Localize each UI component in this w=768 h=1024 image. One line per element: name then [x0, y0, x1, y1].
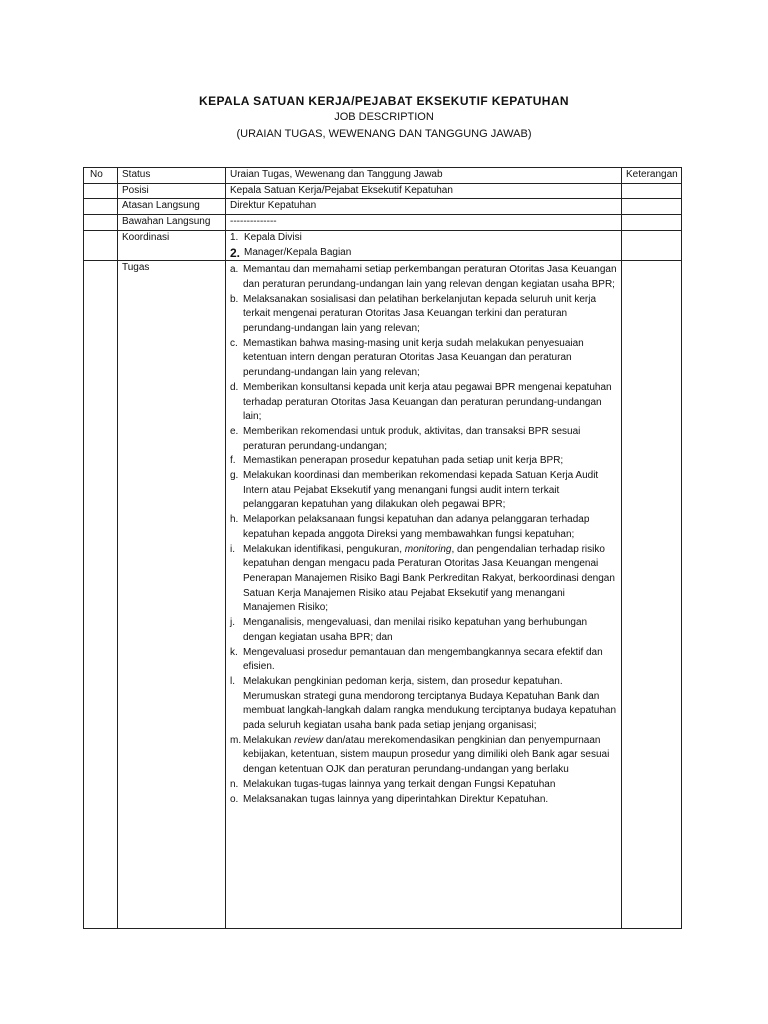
- document-subtitle-detail: (URAIAN TUGAS, WEWENANG DAN TANGGUNG JAWAB): [236, 128, 532, 140]
- list-item: h. Melaporkan pelaksanaan fungsi kepatuhan dan adanya pelanggaran terhadap kepatuhan kepada anggota Direksi yang membawahkan fungsi kepatuhan;: [230, 514, 590, 540]
- list-item: 2. Manager/Kepala Bagian: [230, 245, 352, 260]
- table-row: [84, 215, 682, 231]
- table-header-row: [84, 168, 682, 184]
- row-value-tugas: [226, 261, 622, 929]
- list-item: b. Melaksanakan sosialisasi dan pelatihan berkelanjutan kepada seluruh unit kerja terkait mengenai peraturan Otoritas Jasa Keuangan terkini dan peraturan perundang-undangan lain yang relevan;: [230, 293, 597, 335]
- koordinasi-list: [230, 231, 617, 260]
- list-item: a. Memantau dan memahami setiap perkembangan peraturan Otoritas Jasa Keuangan dan peraturan perundang-undangan lain yang relevan dengan kegiatan usaha BPR;: [230, 264, 617, 290]
- list-item: f. Memastikan penerapan prosedur kepatuhan pada setiap unit kerja BPR;: [230, 455, 564, 467]
- row-status-bawahan: Bawahan Langsung: [118, 215, 226, 231]
- table-row: [84, 183, 682, 199]
- tugas-list: [230, 263, 617, 807]
- row-value-atasan: Direktur Kepatuhan: [226, 199, 622, 215]
- row-status-tugas: Tugas: [118, 261, 226, 929]
- row-keterangan-cell: [622, 261, 682, 929]
- list-item: c. Memastikan bahwa masing-masing unit kerja sudah melakukan penyesuaian ketentuan intern dengan peraturan Otoritas Jasa Keuangan dan peraturan perundang-undangan lain yang relevan;: [230, 337, 584, 379]
- table-row: [84, 199, 682, 215]
- row-status-koordinasi: Koordinasi: [118, 230, 226, 260]
- header-status: Status: [118, 168, 226, 184]
- header-no: No: [84, 168, 118, 184]
- table-row: [84, 230, 682, 260]
- row-no-cell: [84, 230, 118, 260]
- row-no-cell: [84, 183, 118, 199]
- job-description-table: [83, 167, 682, 929]
- row-keterangan-cell: [622, 230, 682, 260]
- list-item: n. Melakukan tugas-tugas lainnya yang terkait dengan Fungsi Kepatuhan: [230, 778, 556, 790]
- list-item: j. Menganalisis, mengevaluasi, dan menilai risiko kepatuhan yang berhubungan dengan kegiatan usaha BPR; dan: [230, 617, 588, 643]
- row-no-cell: [84, 199, 118, 215]
- row-status-atasan: Atasan Langsung: [118, 199, 226, 215]
- row-keterangan-cell: [622, 215, 682, 231]
- row-keterangan-cell: [622, 183, 682, 199]
- row-value-posisi: Kepala Satuan Kerja/Pejabat Eksekutif Kepatuhan: [226, 183, 622, 199]
- list-item: i. Melakukan identifikasi, pengukuran, monitoring, dan pengendalian terhadap risiko kepatuhan dengan mengacu pada Peraturan Otoritas Jasa Keuangan mengenai Penerapan Manajemen Risiko Bagi Bank Perkreditan Rakyat, berkoordinasi dengan Satuan Kerja Manajemen Risiko atau Pejabat Eksekutif yang menangani Manajemen Risiko;: [230, 543, 615, 614]
- header-keterangan: Keterangan: [622, 168, 682, 184]
- header-uraian: Uraian Tugas, Wewenang dan Tanggung Jawab: [226, 168, 622, 184]
- list-item: k. Mengevaluasi prosedur pemantauan dan mengembangkannya secara efektif dan efisien.: [230, 646, 603, 673]
- list-item: o. Melaksanakan tugas lainnya yang diperintahkan Direktur Kepatuhan.: [230, 793, 549, 805]
- list-item: 1. Kepala Divisi: [230, 231, 302, 243]
- list-item: d. Memberikan konsultansi kepada unit kerja atau pegawai BPR mengenai kepatuhan terhadap peraturan Otoritas Jasa Keuangan dan peraturan perundang-undangan lain;: [230, 381, 612, 423]
- list-item: e. Memberikan rekomendasi untuk produk, aktivitas, dan transaksi BPR sesuai peraturan perundang-undangan;: [230, 425, 581, 452]
- list-item: m. Melakukan review dan/atau merekomendasikan pengkinian dan penyempurnaan kebijakan, ketentuan, sistem maupun prosedur yang dimiliki oleh Bank agar sesuai dengan ketentuan OJK dan peraturan perundang-undangan yang berlaku: [230, 734, 610, 776]
- row-value-bawahan: --------------: [226, 215, 622, 231]
- row-keterangan-cell: [622, 199, 682, 215]
- row-status-posisi: Posisi: [118, 183, 226, 199]
- row-no-cell: [84, 215, 118, 231]
- list-item: g. Melakukan koordinasi dan memberikan rekomendasi kepada Satuan Kerja Audit Intern atau Pejabat Eksekutif yang menangani fungsi audit intern terkait pelanggaran kepatuhan yang dilakukan oleh pegawai BPR;: [230, 470, 599, 511]
- table-row: [84, 261, 682, 929]
- document-title: KEPALA SATUAN KERJA/PEJABAT EKSEKUTIF KEPATUHAN: [199, 94, 569, 108]
- list-item: l. Melakukan pengkinian pedoman kerja, sistem, dan prosedur kepatuhan. Merumuskan strategi guna mendorong terciptanya Budaya Kepatuhan Bank dan membuat langkah-langkah dalam rangka mendukung terciptanya budaya kepatuhan pada seluruh kegiatan usaha bank pada setiap jenjang organisasi;: [230, 675, 617, 732]
- row-value-koordinasi: [226, 230, 622, 260]
- document-subtitle: JOB DESCRIPTION: [334, 111, 434, 123]
- row-no-cell: [84, 261, 118, 929]
